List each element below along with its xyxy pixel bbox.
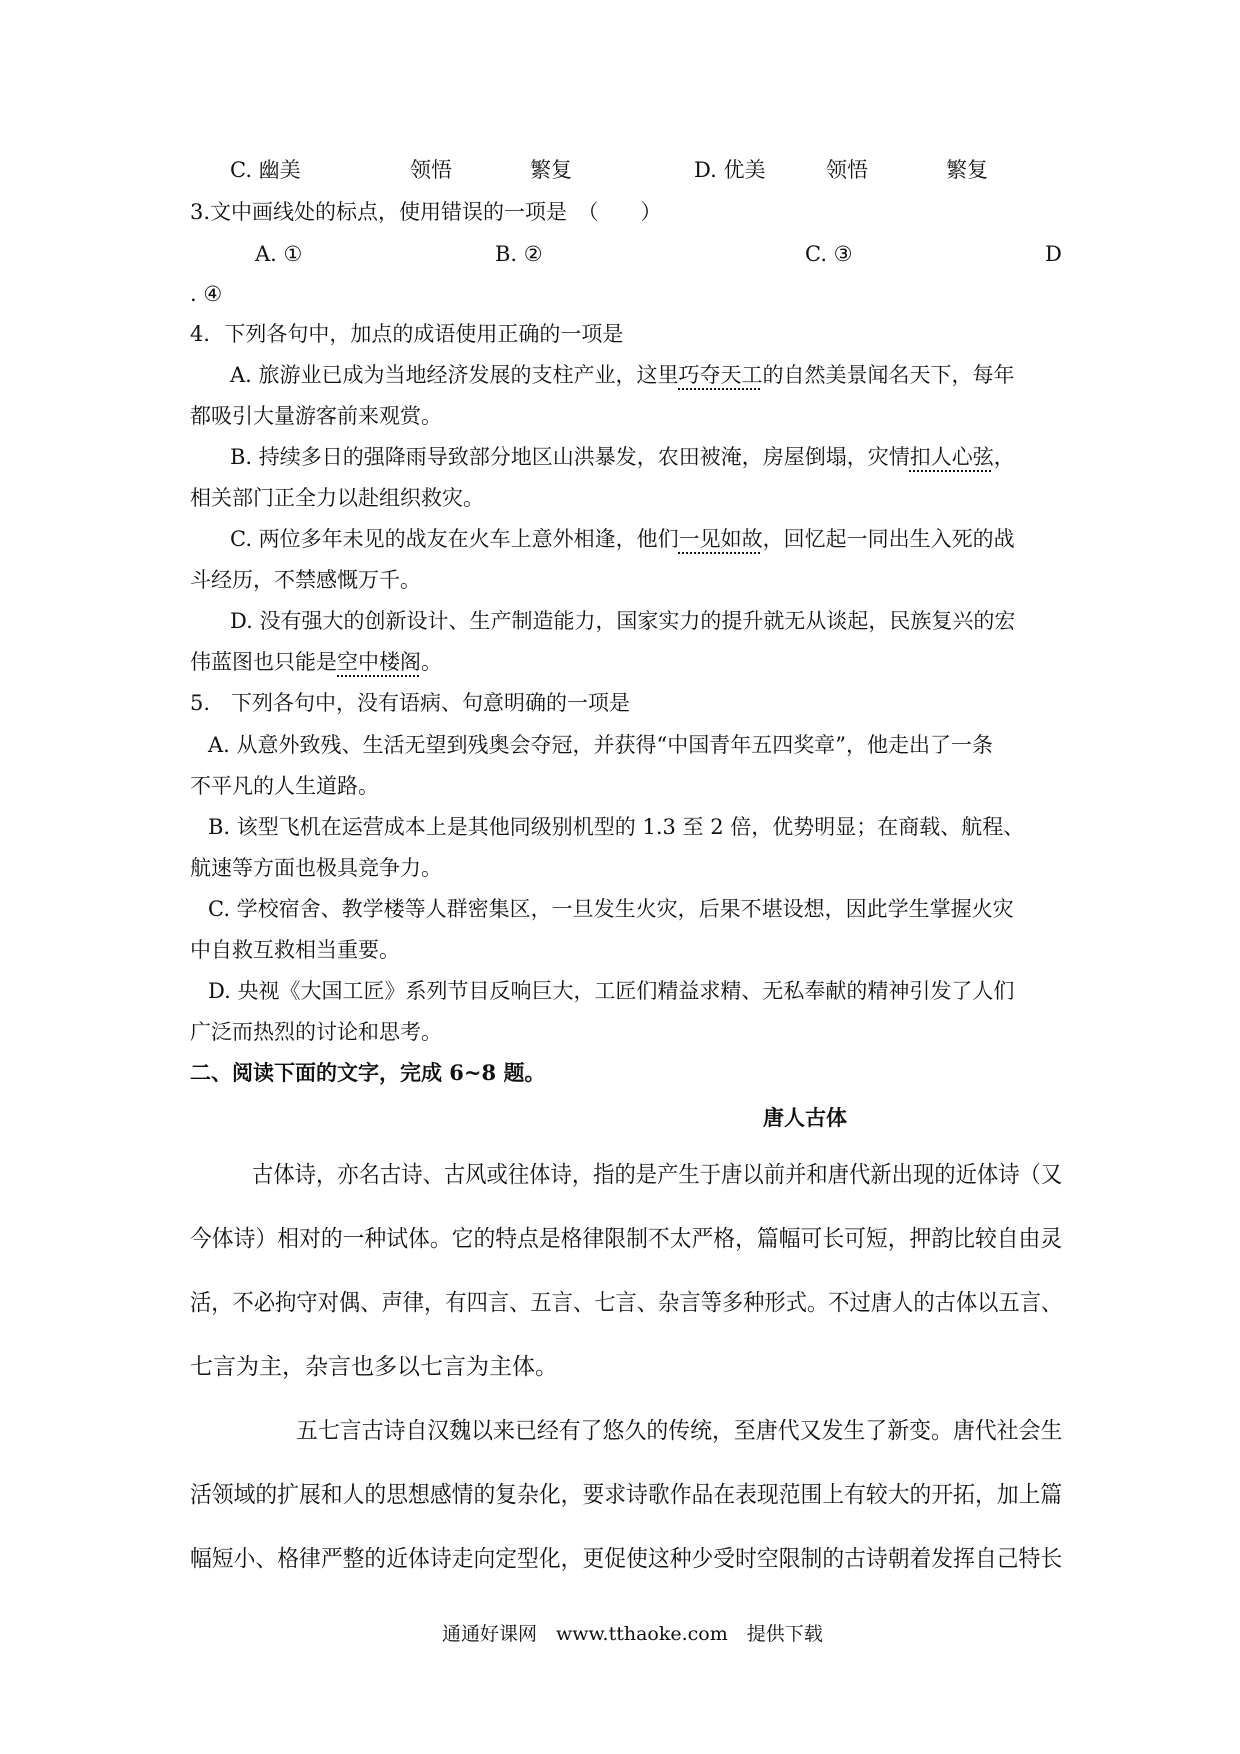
q4-b-idiom: 扣人心弦 [909, 445, 994, 469]
article-p1-line4: 七言为主，杂言也多以七言为主体。 [190, 1354, 558, 1380]
q4-d-idiom: 空中楼阁 [337, 650, 421, 674]
q5-a-line2: 不平凡的人生道路。 [190, 774, 379, 798]
q4-b-pre: B. 持续多日的强降雨导致部分地区山洪暴发，农田被淹，房屋倒塌，灾情 [230, 445, 910, 469]
article-p2-line3: 幅短小、格律严整的近体诗走向定型化，更促使这种少受时空限制的古诗朝着发挥自己特长 [190, 1546, 1063, 1572]
q2-option-d-word3: 繁复 [946, 158, 988, 182]
q4-b-line2: 相关部门正全力以赴组织救灾。 [190, 486, 484, 510]
q5-option-d: D. 央视《大国工匠》系列节目反响巨大，工匠们精益求精、无私奉献的精神引发了人们 [208, 979, 1015, 1003]
q4-b-post: ， [993, 445, 1015, 469]
q5-stem: 5. 下列各句中，没有语病、句意明确的一项是 [190, 691, 631, 715]
article-p2-line1: 五七言古诗自汉魏以来已经有了悠久的传统，至唐代又发生了新变。唐代社会生 [296, 1418, 1063, 1444]
q5-option-b: B. 该型飞机在运营成本上是其他同级别机型的 1.3 至 2 倍，优势明显；在商载、航程、 [208, 815, 1025, 839]
article-p1-line2: 今体诗）相对的一种试体。它的特点是格律限制不太严格，篇幅可长可短，押韵比较自由灵 [190, 1226, 1063, 1252]
q4-option-c [230, 525, 1015, 553]
q4-a-idiom: 巧夺天工 [678, 363, 763, 387]
q5-option-a: A. 从意外致残、生活无望到残奥会夺冠，并获得“中国青年五四奖章”，他走出了一条 [208, 733, 993, 757]
q4-a-post: 的自然美景闻名天下，每年 [762, 363, 1015, 387]
q3-option-b: B. ② [495, 242, 543, 266]
q3-option-d-letter: D [1045, 242, 1062, 266]
q5-c-line2: 中自救互救相当重要。 [190, 938, 400, 962]
footer-credit: 通通好课网 www.tthaoke.com 提供下载 [442, 1623, 823, 1645]
article-p1-line1: 古体诗，亦名古诗、古风或往体诗，指的是产生于唐以前并和唐代新出现的近体诗（又 [252, 1162, 1063, 1188]
q2-option-c-word2: 领悟 [410, 158, 452, 182]
q4-option-a [230, 361, 1015, 389]
q4-d-post: 。 [421, 650, 442, 674]
q3-option-c: C. ③ [805, 242, 853, 266]
q3-option-d-mark: . ④ [190, 282, 223, 306]
q3-option-a: A. ① [255, 242, 303, 266]
article-p2-line2: 活领域的扩展和人的思想感情的复杂化，要求诗歌作品在表现范围上有较大的开拓，加上篇 [190, 1482, 1063, 1508]
article-p1-line3: 活，不必拘守对偶、声律，有四言、五言、七言、杂言等多种形式。不过唐人的古体以五言、 [190, 1290, 1063, 1316]
q2-option-d-word2: 领悟 [826, 158, 868, 182]
q4-c-line2: 斗经历，不禁感慨万千。 [190, 568, 421, 592]
q4-d-line2 [190, 648, 442, 676]
q5-option-c: C. 学校宿舍、教学楼等人群密集区，一旦发生火灾，后果不堪设想，因此学生掌握火灾 [208, 897, 1014, 921]
q2-option-c: C. 幽美 [230, 158, 301, 182]
q4-option-b [230, 443, 1015, 471]
q4-a-pre: A. 旅游业已成为当地经济发展的支柱产业，这里 [230, 363, 679, 387]
q4-c-post: ，回忆起一同出生入死的战 [762, 527, 1015, 551]
q5-b-line2: 航速等方面也极具竞争力。 [190, 856, 442, 880]
q5-d-line2: 广泛而热烈的讨论和思考。 [190, 1020, 442, 1044]
q4-option-d: D. 没有强大的创新设计、生产制造能力，国家实力的提升就无从谈起，民族复兴的宏 [230, 609, 1016, 633]
q4-stem: 4．下列各句中，加点的成语使用正确的一项是 [190, 322, 624, 346]
q4-c-pre: C. 两位多年未见的战友在火车上意外相逢，他们 [230, 527, 679, 551]
q4-a-line2: 都吸引大量游客前来观赏。 [190, 404, 442, 428]
q2-option-d: D. 优美 [694, 158, 766, 182]
q2-option-c-word3: 繁复 [530, 158, 572, 182]
section2-heading: 二、阅读下面的文字，完成 6~8 题。 [190, 1060, 546, 1085]
q4-c-idiom: 一见如故 [678, 527, 763, 551]
q3-stem: 3.文中画线处的标点，使用错误的一项是 （ ） [190, 200, 662, 224]
q4-d-pre: 伟蓝图也只能是 [190, 650, 337, 674]
article-title: 唐人古体 [763, 1105, 847, 1130]
